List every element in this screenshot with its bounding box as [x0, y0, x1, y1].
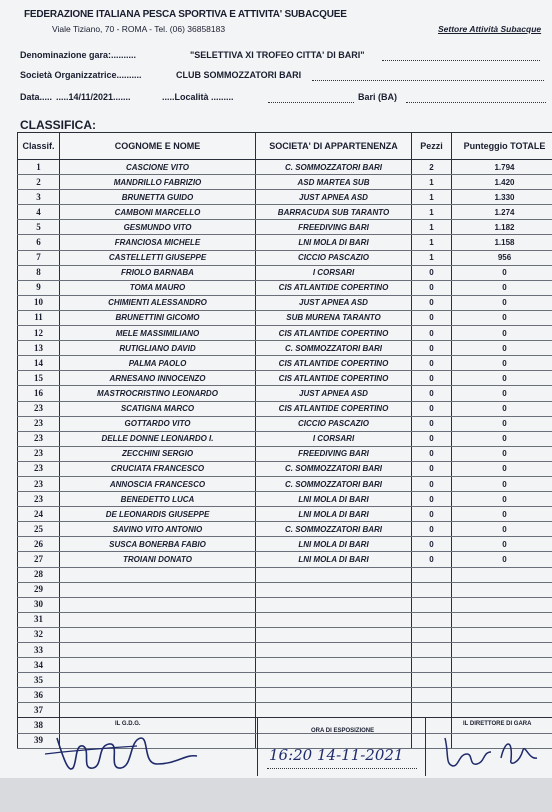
- table-row: [18, 265, 552, 280]
- pezzi-cell: 1: [412, 235, 452, 250]
- rank-cell: 14: [18, 356, 60, 371]
- table-row: [18, 461, 552, 476]
- gdg-cell: [17, 717, 258, 776]
- direttore-signature: [439, 730, 549, 774]
- pezzi-cell: 0: [412, 280, 452, 295]
- table-row: [18, 446, 552, 461]
- punteggio-cell: [452, 582, 552, 597]
- club-cell: CIS ATLANTIDE COPERTINO: [256, 326, 412, 341]
- club-cell: C. SOMMOZZATORI BARI: [256, 160, 412, 175]
- societa-dotted-line: [312, 80, 544, 81]
- signature-footer: [17, 717, 552, 777]
- name-cell: BRUNETTINI GICOMO: [60, 310, 256, 325]
- rank-cell: 35: [18, 673, 60, 688]
- pezzi-cell: 1: [412, 250, 452, 265]
- pezzi-cell: [412, 658, 452, 673]
- club-cell: [256, 612, 412, 627]
- punteggio-cell: [452, 643, 552, 658]
- table-row: [18, 416, 552, 431]
- table-row: [18, 658, 552, 673]
- pezzi-cell: [412, 673, 452, 688]
- rank-cell: 33: [18, 643, 60, 658]
- pezzi-cell: 0: [412, 476, 452, 491]
- pezzi-cell: [412, 643, 452, 658]
- club-cell: CIS ATLANTIDE COPERTINO: [256, 401, 412, 416]
- name-cell: [60, 582, 256, 597]
- rank-cell: 8: [18, 265, 60, 280]
- punteggio-cell: [452, 627, 552, 642]
- punteggio-cell: 0: [452, 401, 552, 416]
- ora-label: ORA DI ESPOSIZIONE: [311, 728, 375, 734]
- name-cell: FRIOLO BARNABA: [60, 265, 256, 280]
- punteggio-cell: 0: [452, 326, 552, 341]
- name-cell: SAVINO VITO ANTONIO: [60, 522, 256, 537]
- table-row: [18, 582, 552, 597]
- header-name: COGNOME E NOME: [60, 133, 256, 160]
- table-row: [18, 627, 552, 642]
- punteggio-cell: 0: [452, 386, 552, 401]
- pezzi-cell: 0: [412, 401, 452, 416]
- rank-cell: 34: [18, 658, 60, 673]
- club-cell: BARRACUDA SUB TARANTO: [256, 205, 412, 220]
- pezzi-cell: 1: [412, 175, 452, 190]
- club-cell: FREEDIVING BARI: [256, 220, 412, 235]
- name-cell: MANDRILLO FABRIZIO: [60, 175, 256, 190]
- rank-cell: 36: [18, 688, 60, 703]
- name-cell: CASCIONE VITO: [60, 160, 256, 175]
- gara-dotted-line: [382, 60, 540, 61]
- rank-cell: 23: [18, 401, 60, 416]
- club-cell: [256, 703, 412, 718]
- club-cell: LNI MOLA DI BARI: [256, 507, 412, 522]
- rank-cell: 23: [18, 492, 60, 507]
- club-cell: C. SOMMOZZATORI BARI: [256, 476, 412, 491]
- club-cell: [256, 658, 412, 673]
- name-cell: ARNESANO INNOCENZO: [60, 371, 256, 386]
- table-row: [18, 250, 552, 265]
- club-cell: LNI MOLA DI BARI: [256, 492, 412, 507]
- punteggio-cell: 956: [452, 250, 552, 265]
- localita-dotted-line-left: [268, 102, 354, 103]
- punteggio-cell: [452, 597, 552, 612]
- pezzi-cell: 1: [412, 190, 452, 205]
- rank-cell: 25: [18, 522, 60, 537]
- punteggio-cell: [452, 673, 552, 688]
- punteggio-cell: 0: [452, 265, 552, 280]
- punteggio-cell: 0: [452, 476, 552, 491]
- gara-value: "SELETTIVA XI TROFEO CITTA' DI BARI": [190, 50, 365, 60]
- name-cell: SUSCA BONERBA FABIO: [60, 537, 256, 552]
- club-cell: FREEDIVING BARI: [256, 446, 412, 461]
- rank-cell: 32: [18, 627, 60, 642]
- rank-cell: 2: [18, 175, 60, 190]
- societa-value: CLUB SOMMOZZATORI BARI: [176, 70, 302, 80]
- punteggio-cell: 1.330: [452, 190, 552, 205]
- rank-cell: 23: [18, 431, 60, 446]
- pezzi-cell: 0: [412, 326, 452, 341]
- rank-cell: 5: [18, 220, 60, 235]
- punteggio-cell: 0: [452, 295, 552, 310]
- table-row: [18, 205, 552, 220]
- punteggio-cell: 0: [452, 280, 552, 295]
- punteggio-cell: 0: [452, 537, 552, 552]
- club-cell: CICCIO PASCAZIO: [256, 416, 412, 431]
- club-cell: I CORSARI: [256, 431, 412, 446]
- name-cell: [60, 688, 256, 703]
- punteggio-cell: [452, 612, 552, 627]
- rank-cell: 26: [18, 537, 60, 552]
- name-cell: SCATIGNA MARCO: [60, 401, 256, 416]
- ranking-header-row: [18, 133, 552, 160]
- rank-cell: 15: [18, 371, 60, 386]
- name-cell: RUTIGLIANO DAVID: [60, 341, 256, 356]
- table-row: [18, 552, 552, 567]
- table-row: [18, 476, 552, 491]
- club-cell: [256, 597, 412, 612]
- punteggio-cell: 0: [452, 446, 552, 461]
- pezzi-cell: [412, 627, 452, 642]
- table-row: [18, 643, 552, 658]
- club-cell: LNI MOLA DI BARI: [256, 537, 412, 552]
- punteggio-cell: 0: [452, 416, 552, 431]
- data-label: Data.....: [20, 92, 53, 102]
- punteggio-cell: 0: [452, 431, 552, 446]
- club-cell: [256, 643, 412, 658]
- header-pezzi: Pezzi: [412, 133, 452, 160]
- name-cell: ANNOSCIA FRANCESCO: [60, 476, 256, 491]
- club-cell: LNI MOLA DI BARI: [256, 552, 412, 567]
- punteggio-cell: 0: [452, 507, 552, 522]
- table-row: [18, 431, 552, 446]
- club-cell: CICCIO PASCAZIO: [256, 250, 412, 265]
- name-cell: [60, 612, 256, 627]
- punteggio-cell: 0: [452, 461, 552, 476]
- name-cell: [60, 703, 256, 718]
- table-row: [18, 160, 552, 175]
- pezzi-cell: 1: [412, 220, 452, 235]
- name-cell: DELLE DONNE LEONARDO I.: [60, 431, 256, 446]
- table-row: [18, 326, 552, 341]
- pezzi-cell: [412, 597, 452, 612]
- rank-cell: 30: [18, 597, 60, 612]
- pezzi-cell: 0: [412, 310, 452, 325]
- pezzi-cell: 0: [412, 356, 452, 371]
- pezzi-cell: 0: [412, 522, 452, 537]
- ranking-body: [18, 160, 552, 749]
- name-cell: [60, 658, 256, 673]
- table-row: [18, 522, 552, 537]
- table-row: [18, 567, 552, 582]
- table-row: [18, 220, 552, 235]
- rank-cell: 11: [18, 310, 60, 325]
- paper-bottom-shadow: [0, 778, 552, 812]
- club-cell: I CORSARI: [256, 265, 412, 280]
- club-cell: CIS ATLANTIDE COPERTINO: [256, 371, 412, 386]
- table-row: [18, 235, 552, 250]
- name-cell: TROIANI DONATO: [60, 552, 256, 567]
- table-row: [18, 280, 552, 295]
- localita-value: Bari (BA): [358, 92, 398, 102]
- name-cell: DE LEONARDIS GIUSEPPE: [60, 507, 256, 522]
- table-row: [18, 673, 552, 688]
- localita-dotted-line-right: [406, 102, 546, 103]
- header-punteggio: Punteggio TOTALE: [452, 133, 552, 160]
- rank-cell: 37: [18, 703, 60, 718]
- pezzi-cell: 0: [412, 295, 452, 310]
- pezzi-cell: 0: [412, 446, 452, 461]
- pezzi-cell: [412, 612, 452, 627]
- club-cell: [256, 567, 412, 582]
- pezzi-cell: 0: [412, 492, 452, 507]
- club-cell: C. SOMMOZZATORI BARI: [256, 341, 412, 356]
- pezzi-cell: 0: [412, 386, 452, 401]
- club-cell: [256, 627, 412, 642]
- club-cell: C. SOMMOZZATORI BARI: [256, 461, 412, 476]
- name-cell: CASTELLETTI GIUSEPPE: [60, 250, 256, 265]
- table-row: [18, 597, 552, 612]
- table-row: [18, 401, 552, 416]
- pezzi-cell: [412, 567, 452, 582]
- ora-dotted-line: [267, 768, 417, 769]
- rank-cell: 1: [18, 160, 60, 175]
- club-cell: ASD MARTEA SUB: [256, 175, 412, 190]
- localita-label: .....Località .........: [162, 92, 234, 102]
- rank-cell: 24: [18, 507, 60, 522]
- rank-cell: 12: [18, 326, 60, 341]
- punteggio-cell: 0: [452, 371, 552, 386]
- table-row: [18, 190, 552, 205]
- punteggio-cell: 0: [452, 522, 552, 537]
- punteggio-cell: 1.158: [452, 235, 552, 250]
- pezzi-cell: [412, 688, 452, 703]
- name-cell: GOTTARDO VITO: [60, 416, 256, 431]
- rank-cell: 29: [18, 582, 60, 597]
- table-row: [18, 356, 552, 371]
- rank-cell: 23: [18, 476, 60, 491]
- club-cell: SUB MURENA TARANTO: [256, 310, 412, 325]
- punteggio-cell: 1.420: [452, 175, 552, 190]
- rank-cell: 4: [18, 205, 60, 220]
- club-cell: JUST APNEA ASD: [256, 190, 412, 205]
- pezzi-cell: 0: [412, 341, 452, 356]
- pezzi-cell: 0: [412, 431, 452, 446]
- pezzi-cell: 0: [412, 265, 452, 280]
- table-row: [18, 310, 552, 325]
- rank-cell: 9: [18, 280, 60, 295]
- punteggio-cell: 0: [452, 310, 552, 325]
- gdg-label: IL G.D.G.: [115, 721, 141, 727]
- rank-cell: 3: [18, 190, 60, 205]
- rank-cell: 39: [18, 733, 60, 748]
- name-cell: [60, 627, 256, 642]
- data-value: .....14/11/2021.......: [56, 92, 131, 102]
- name-cell: GESMUNDO VITO: [60, 220, 256, 235]
- rank-cell: 10: [18, 295, 60, 310]
- punteggio-cell: [452, 658, 552, 673]
- club-cell: CIS ATLANTIDE COPERTINO: [256, 280, 412, 295]
- club-cell: CIS ATLANTIDE COPERTINO: [256, 356, 412, 371]
- settore-label: Settore Attività Subacque: [438, 24, 542, 34]
- punteggio-cell: 1.274: [452, 205, 552, 220]
- name-cell: CHIMIENTI ALESSANDRO: [60, 295, 256, 310]
- table-row: [18, 507, 552, 522]
- pezzi-cell: [412, 582, 452, 597]
- club-cell: [256, 673, 412, 688]
- name-cell: FRANCIOSA MICHELE: [60, 235, 256, 250]
- ora-value: 16:20 14-11-2021: [269, 746, 404, 764]
- gara-label: Denominazione gara:..........: [20, 50, 137, 60]
- pezzi-cell: 1: [412, 205, 452, 220]
- gdg-signature: [37, 724, 227, 776]
- name-cell: TOMA MAURO: [60, 280, 256, 295]
- club-cell: JUST APNEA ASD: [256, 295, 412, 310]
- name-cell: ZECCHINI SERGIO: [60, 446, 256, 461]
- club-cell: [256, 688, 412, 703]
- name-cell: [60, 567, 256, 582]
- rank-cell: 23: [18, 446, 60, 461]
- rank-cell: 23: [18, 416, 60, 431]
- societa-label: Società Organizzatrice..........: [20, 70, 142, 80]
- table-row: [18, 703, 552, 718]
- pezzi-cell: 0: [412, 552, 452, 567]
- ora-cell: [257, 717, 426, 776]
- club-cell: JUST APNEA ASD: [256, 386, 412, 401]
- pezzi-cell: 0: [412, 416, 452, 431]
- table-row: [18, 612, 552, 627]
- punteggio-cell: 0: [452, 356, 552, 371]
- pezzi-cell: 0: [412, 371, 452, 386]
- rank-cell: 38: [18, 718, 60, 733]
- header-classif: Classif.: [18, 133, 60, 160]
- name-cell: PALMA PAOLO: [60, 356, 256, 371]
- rank-cell: 7: [18, 250, 60, 265]
- table-row: [18, 371, 552, 386]
- direttore-cell: [425, 717, 552, 776]
- table-row: [18, 386, 552, 401]
- direttore-label: IL DIRETTORE DI GARA: [463, 721, 532, 727]
- table-row: [18, 537, 552, 552]
- rank-cell: 6: [18, 235, 60, 250]
- punteggio-cell: 0: [452, 492, 552, 507]
- name-cell: MASTROCRISTINO LEONARDO: [60, 386, 256, 401]
- table-row: [18, 175, 552, 190]
- table-row: [18, 492, 552, 507]
- punteggio-cell: [452, 703, 552, 718]
- name-cell: CRUCIATA FRANCESCO: [60, 461, 256, 476]
- punteggio-cell: 1.794: [452, 160, 552, 175]
- pezzi-cell: 0: [412, 507, 452, 522]
- name-cell: BRUNETTA GUIDO: [60, 190, 256, 205]
- federation-address: Viale Tiziano, 70 - ROMA - Tel. (06) 36858183: [52, 24, 226, 34]
- punteggio-cell: [452, 567, 552, 582]
- name-cell: BENEDETTO LUCA: [60, 492, 256, 507]
- name-cell: CAMBONI MARCELLO: [60, 205, 256, 220]
- name-cell: [60, 597, 256, 612]
- club-cell: [256, 582, 412, 597]
- table-row: [18, 295, 552, 310]
- rank-cell: 28: [18, 567, 60, 582]
- header-club: SOCIETA' DI APPARTENENZA: [256, 133, 412, 160]
- pezzi-cell: 2: [412, 160, 452, 175]
- rank-cell: 23: [18, 461, 60, 476]
- club-cell: LNI MOLA DI BARI: [256, 235, 412, 250]
- rank-cell: 13: [18, 341, 60, 356]
- punteggio-cell: [452, 688, 552, 703]
- rank-cell: 16: [18, 386, 60, 401]
- name-cell: [60, 643, 256, 658]
- federation-name: FEDERAZIONE ITALIANA PESCA SPORTIVA E ATTIVITA' SUBACQUEE: [24, 9, 347, 20]
- rank-cell: 31: [18, 612, 60, 627]
- punteggio-cell: 0: [452, 552, 552, 567]
- name-cell: [60, 673, 256, 688]
- rank-cell: 27: [18, 552, 60, 567]
- table-row: [18, 341, 552, 356]
- table-row: [18, 688, 552, 703]
- pezzi-cell: [412, 703, 452, 718]
- pezzi-cell: 0: [412, 461, 452, 476]
- punteggio-cell: 0: [452, 341, 552, 356]
- club-cell: C. SOMMOZZATORI BARI: [256, 522, 412, 537]
- pezzi-cell: 0: [412, 537, 452, 552]
- name-cell: MELE MASSIMILIANO: [60, 326, 256, 341]
- punteggio-cell: 1.182: [452, 220, 552, 235]
- ranking-table: [17, 132, 552, 749]
- classifica-title: CLASSIFICA:: [20, 118, 96, 132]
